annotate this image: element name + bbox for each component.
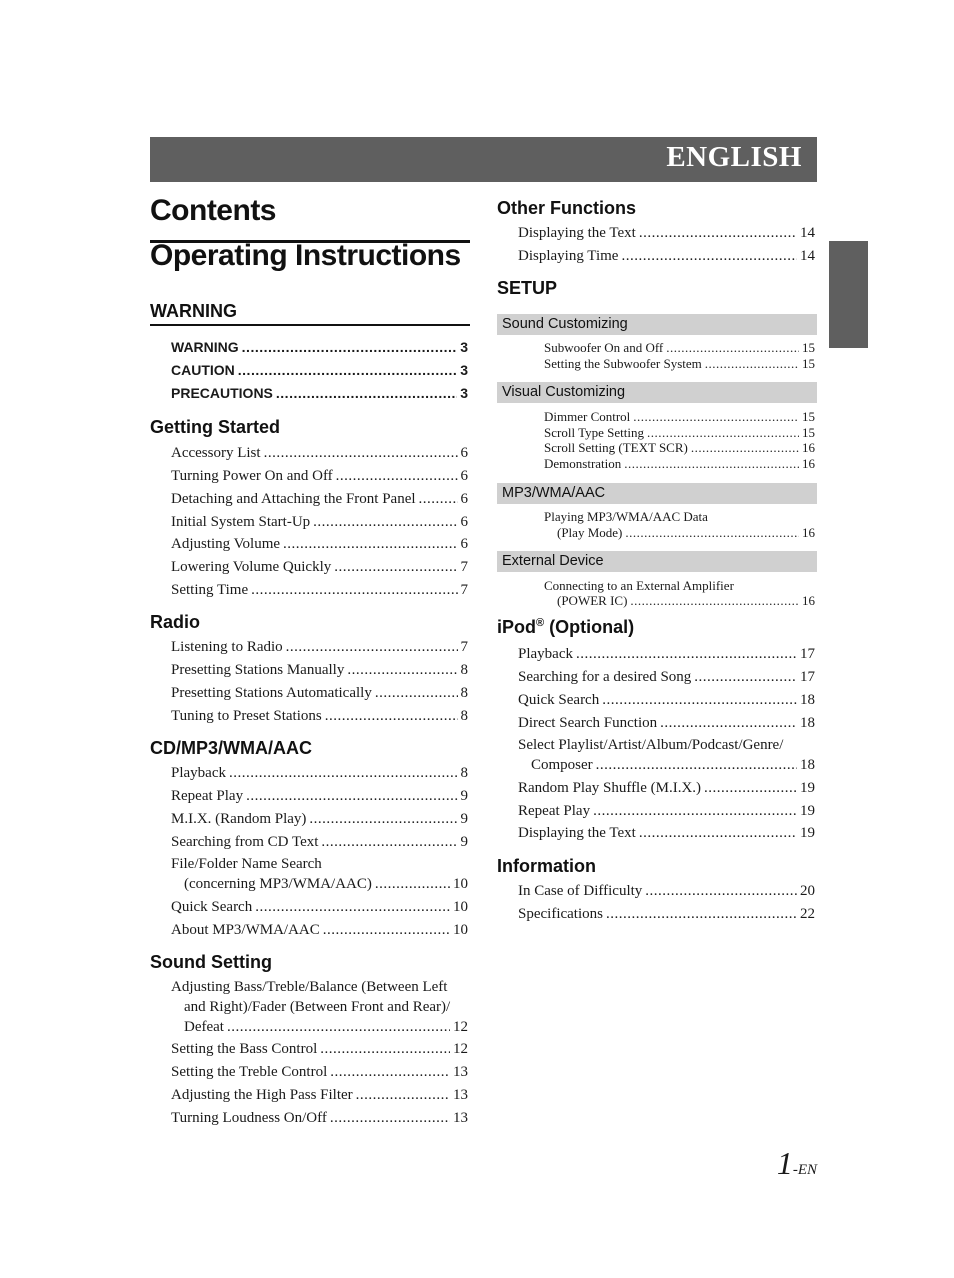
- toc-entry[interactable]: Quick Search ..... 18: [518, 692, 815, 709]
- toc-entry[interactable]: In Case of Difficulty ..... 20: [518, 883, 815, 900]
- toc-entry[interactable]: Turning Loudness On/Off ..... 13: [171, 1110, 468, 1127]
- toc-entry[interactable]: Dimmer Control ..... 15: [544, 409, 815, 424]
- toc-entry[interactable]: Setting the Treble Control ..... 13: [171, 1064, 468, 1081]
- toc-entry[interactable]: Setting Time ..... 7: [171, 582, 468, 599]
- section-heading-other-functions: Other Functions: [497, 198, 636, 218]
- toc-entry[interactable]: About MP3/WMA/AAC ..... 10: [171, 922, 468, 939]
- subsection-heading-mp3: MP3/WMA/AAC: [497, 483, 817, 504]
- toc-entry[interactable]: Direct Search Function ..... 18: [518, 715, 815, 732]
- language-label: ENGLISH: [666, 141, 802, 173]
- toc-entry[interactable]: (concerning MP3/WMA/AAC) ..... 10: [184, 876, 468, 893]
- toc-entry[interactable]: Presetting Stations Automatically ..... 8: [171, 685, 468, 702]
- toc-entry[interactable]: Setting the Subwoofer System ..... 15: [544, 356, 815, 371]
- toc-entry[interactable]: Subwoofer On and Off ..... 15: [544, 340, 815, 355]
- toc-entry[interactable]: Lowering Volume Quickly ..... 7: [171, 559, 468, 576]
- section-tab-marker: [829, 241, 868, 348]
- page-subtitle: Operating Instructions: [150, 239, 461, 272]
- toc-entry-line[interactable]: and Right)/Fader (Between Front and Rear)/: [184, 999, 451, 1015]
- toc-entry[interactable]: Playback ..... 17: [518, 646, 815, 663]
- toc-entry[interactable]: Accessory List ..... 6: [171, 445, 468, 462]
- section-heading-information: Information: [497, 856, 596, 876]
- section-rule: [150, 324, 470, 326]
- toc-entry[interactable]: Scroll Type Setting ..... 15: [544, 425, 815, 440]
- toc-entry[interactable]: WARNING ..... 3: [171, 339, 468, 356]
- section-heading-ipod: iPod® (Optional): [497, 617, 635, 637]
- toc-entry[interactable]: Random Play Shuffle (M.I.X.) ..... 19: [518, 780, 815, 797]
- toc-entry-line[interactable]: Playing MP3/WMA/AAC Data: [544, 509, 708, 524]
- toc-entry-line[interactable]: File/Folder Name Search: [171, 856, 322, 872]
- toc-entry[interactable]: Initial System Start-Up ..... 6: [171, 514, 468, 531]
- toc-entry[interactable]: Displaying the Text ..... 14: [518, 225, 815, 242]
- toc-entry[interactable]: Playback ..... 8: [171, 765, 468, 782]
- toc-entry[interactable]: Displaying the Text ..... 19: [518, 825, 815, 842]
- toc-entry[interactable]: Specifications ..... 22: [518, 906, 815, 923]
- page-title: Contents: [150, 194, 276, 227]
- toc-entry[interactable]: Demonstration ..... 16: [544, 456, 815, 471]
- toc-entry[interactable]: Presetting Stations Manually ..... 8: [171, 662, 468, 679]
- page-number: 1-EN: [776, 1145, 817, 1181]
- subsection-heading-external-device: External Device: [497, 551, 817, 572]
- toc-entry[interactable]: Searching from CD Text ..... 9: [171, 834, 468, 851]
- toc-entry[interactable]: Composer ..... 18: [531, 757, 815, 774]
- toc-entry-line[interactable]: Adjusting Bass/Treble/Balance (Between Left: [171, 979, 448, 995]
- section-heading-radio: Radio: [150, 612, 201, 632]
- toc-entry[interactable]: Quick Search ..... 10: [171, 899, 468, 916]
- subsection-heading-sound-customizing: Sound Customizing: [497, 314, 817, 335]
- subsection-heading-visual-customizing: Visual Customizing: [497, 382, 817, 403]
- toc-entry-line[interactable]: Connecting to an External Amplifier: [544, 578, 734, 593]
- toc-entry[interactable]: Defeat ..... 12: [184, 1019, 468, 1036]
- toc-entry[interactable]: Repeat Play ..... 19: [518, 803, 815, 820]
- section-heading-warning: WARNING: [150, 301, 237, 321]
- toc-entry[interactable]: PRECAUTIONS ..... 3: [171, 385, 468, 402]
- language-banner: [150, 137, 817, 182]
- toc-entry[interactable]: (Play Mode) ..... 16: [557, 525, 815, 540]
- section-heading-getting-started: Getting Started: [150, 417, 281, 437]
- toc-entry[interactable]: Scroll Setting (TEXT SCR) ..... 16: [544, 440, 815, 455]
- toc-entry[interactable]: Detaching and Attaching the Front Panel ..... 6: [171, 491, 468, 508]
- toc-entry[interactable]: Turning Power On and Off ..... 6: [171, 468, 468, 485]
- toc-entry[interactable]: Displaying Time ..... 14: [518, 248, 815, 265]
- toc-entry[interactable]: Tuning to Preset Stations ..... 8: [171, 708, 468, 725]
- toc-entry[interactable]: CAUTION ..... 3: [171, 362, 468, 379]
- toc-entry[interactable]: Setting the Bass Control ..... 12: [171, 1041, 468, 1058]
- section-heading-setup: SETUP: [497, 278, 558, 298]
- toc-entry[interactable]: Listening to Radio ..... 7: [171, 639, 468, 656]
- toc-entry[interactable]: Searching for a desired Song ..... 17: [518, 669, 815, 686]
- toc-entry[interactable]: Adjusting the High Pass Filter ..... 13: [171, 1087, 468, 1104]
- toc-entry-line[interactable]: Select Playlist/Artist/Album/Podcast/Genre/: [518, 737, 784, 753]
- toc-entry[interactable]: M.I.X. (Random Play) ..... 9: [171, 811, 468, 828]
- toc-entry[interactable]: Repeat Play ..... 9: [171, 788, 468, 805]
- toc-entry[interactable]: (POWER IC) ..... 16: [557, 593, 815, 608]
- section-heading-cd: CD/MP3/WMA/AAC: [150, 738, 312, 758]
- toc-entry[interactable]: Adjusting Volume ..... 6: [171, 536, 468, 553]
- section-heading-sound-setting: Sound Setting: [150, 952, 272, 972]
